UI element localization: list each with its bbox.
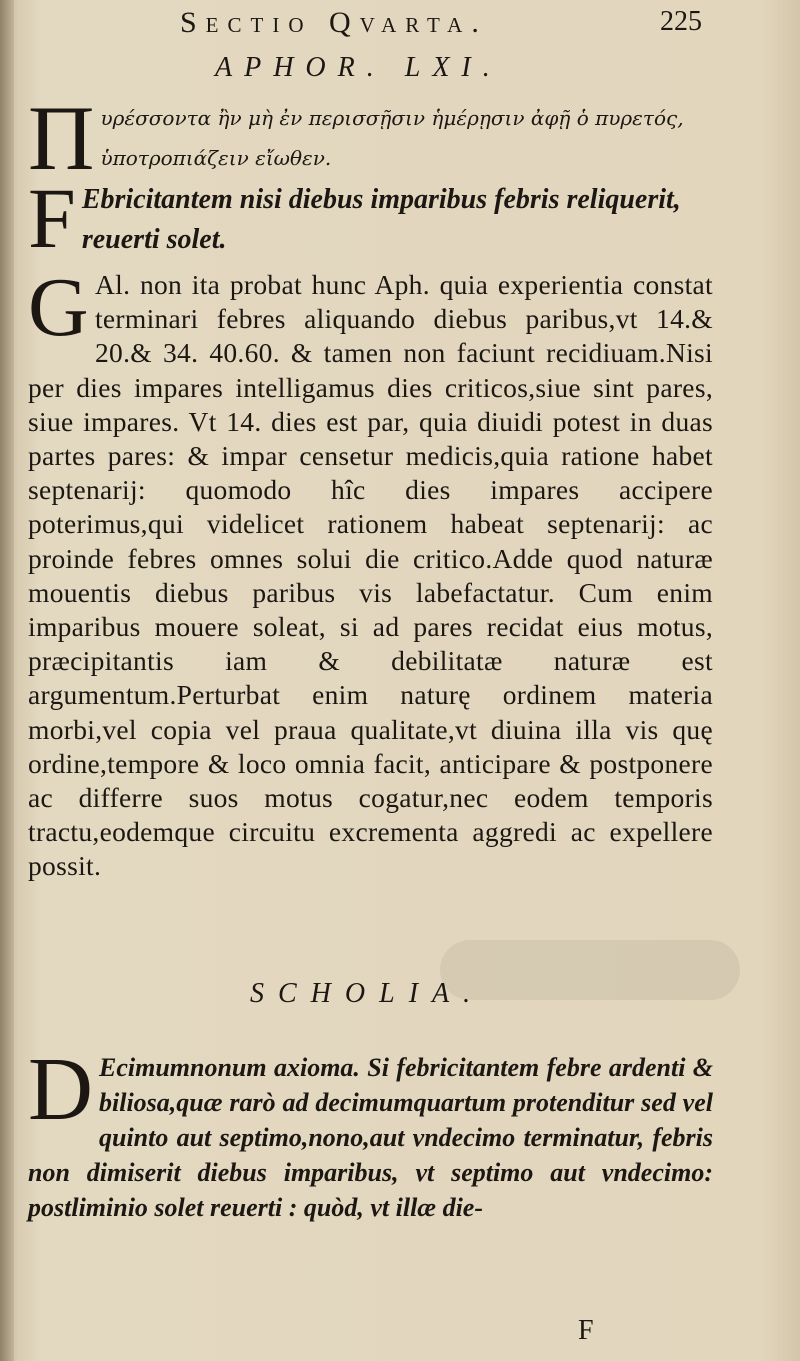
scholia-heading: SCHOLIA.	[250, 978, 485, 1009]
latin-translation-text: Ebricitantem nisi diebus imparibus febris reliquerit, reuerti solet.	[81, 184, 681, 255]
greek-aphorism	[28, 87, 713, 189]
page-number: 225	[660, 6, 702, 37]
page-gutter-edge	[0, 0, 14, 1361]
drop-cap-d: D	[28, 1040, 93, 1139]
drop-cap-g: G	[28, 261, 89, 354]
signature-mark: F	[578, 1315, 594, 1346]
drop-cap-pi: Π	[28, 87, 95, 189]
commentary-text: Al. non ita probat hunc Aph. quia experientia constat terminari febres aliquando diebus paribus,vt 14.& 20.& 34. 40.60. & tamen non faciunt recidiuam.Nisi per dies impares intelligamus dies criticos,siue sint pares, siue impares. Vt 14. dies est par, quia diuidi potest in duas partes pares: & impar censetur medicis,quia ratione habet septenarij: quomodo hîc dies impares accipere poterimus,qui videlicet rationem habeat septenarij: ac proinde febres omnes solui die critico.Adde quod naturæ mouentis diebus paribus vis labefactatur. Cum enim imparibus mouere soleat, si ad pares recidat eius motus, præcipitantis iam & debilitatæ naturæ est argumentum.Perturbat enim naturę ordinem materia morbi,vel copia vel praua qualitate,vt diuina illa vis quę ordine,tempore & loco omnia facit, anticipare & postponere ac differre suos motus cogatur,nec eodem temporis tractu,eodemque circuitu excrementa aggredi ac expellere possit.	[28, 269, 713, 882]
latin-translation	[28, 170, 713, 266]
aphorism-title: APHOR. LXI.	[215, 52, 502, 83]
running-head: Sectio Qvarta.	[180, 6, 488, 39]
drop-cap-f: F	[28, 170, 76, 266]
scholia-paragraph	[28, 1040, 713, 1225]
scholia-text: Ecimumnonum axioma. Si febricitantem febre ardenti & biliosa,quæ rarò ad decimumquartum protenditur sed vel quinto aut septimo,nono,aut vndecimo terminatur, febris non dimiserit diebus imparibus, vt septimo aut vndecimo: postliminio solet reuerti : quòd, vt illæ die-	[28, 1053, 713, 1222]
greek-aphorism-text: υρέσσοντα ἢν μὴ ἐν περισσῇσιν ἡμέρῃσιν ἀφῇ ὁ πυρετός, ὑποτροπιάζειν εἴωθεν.	[100, 106, 684, 170]
galen-commentary	[28, 261, 713, 884]
ink-bleed-stain	[440, 940, 740, 1000]
